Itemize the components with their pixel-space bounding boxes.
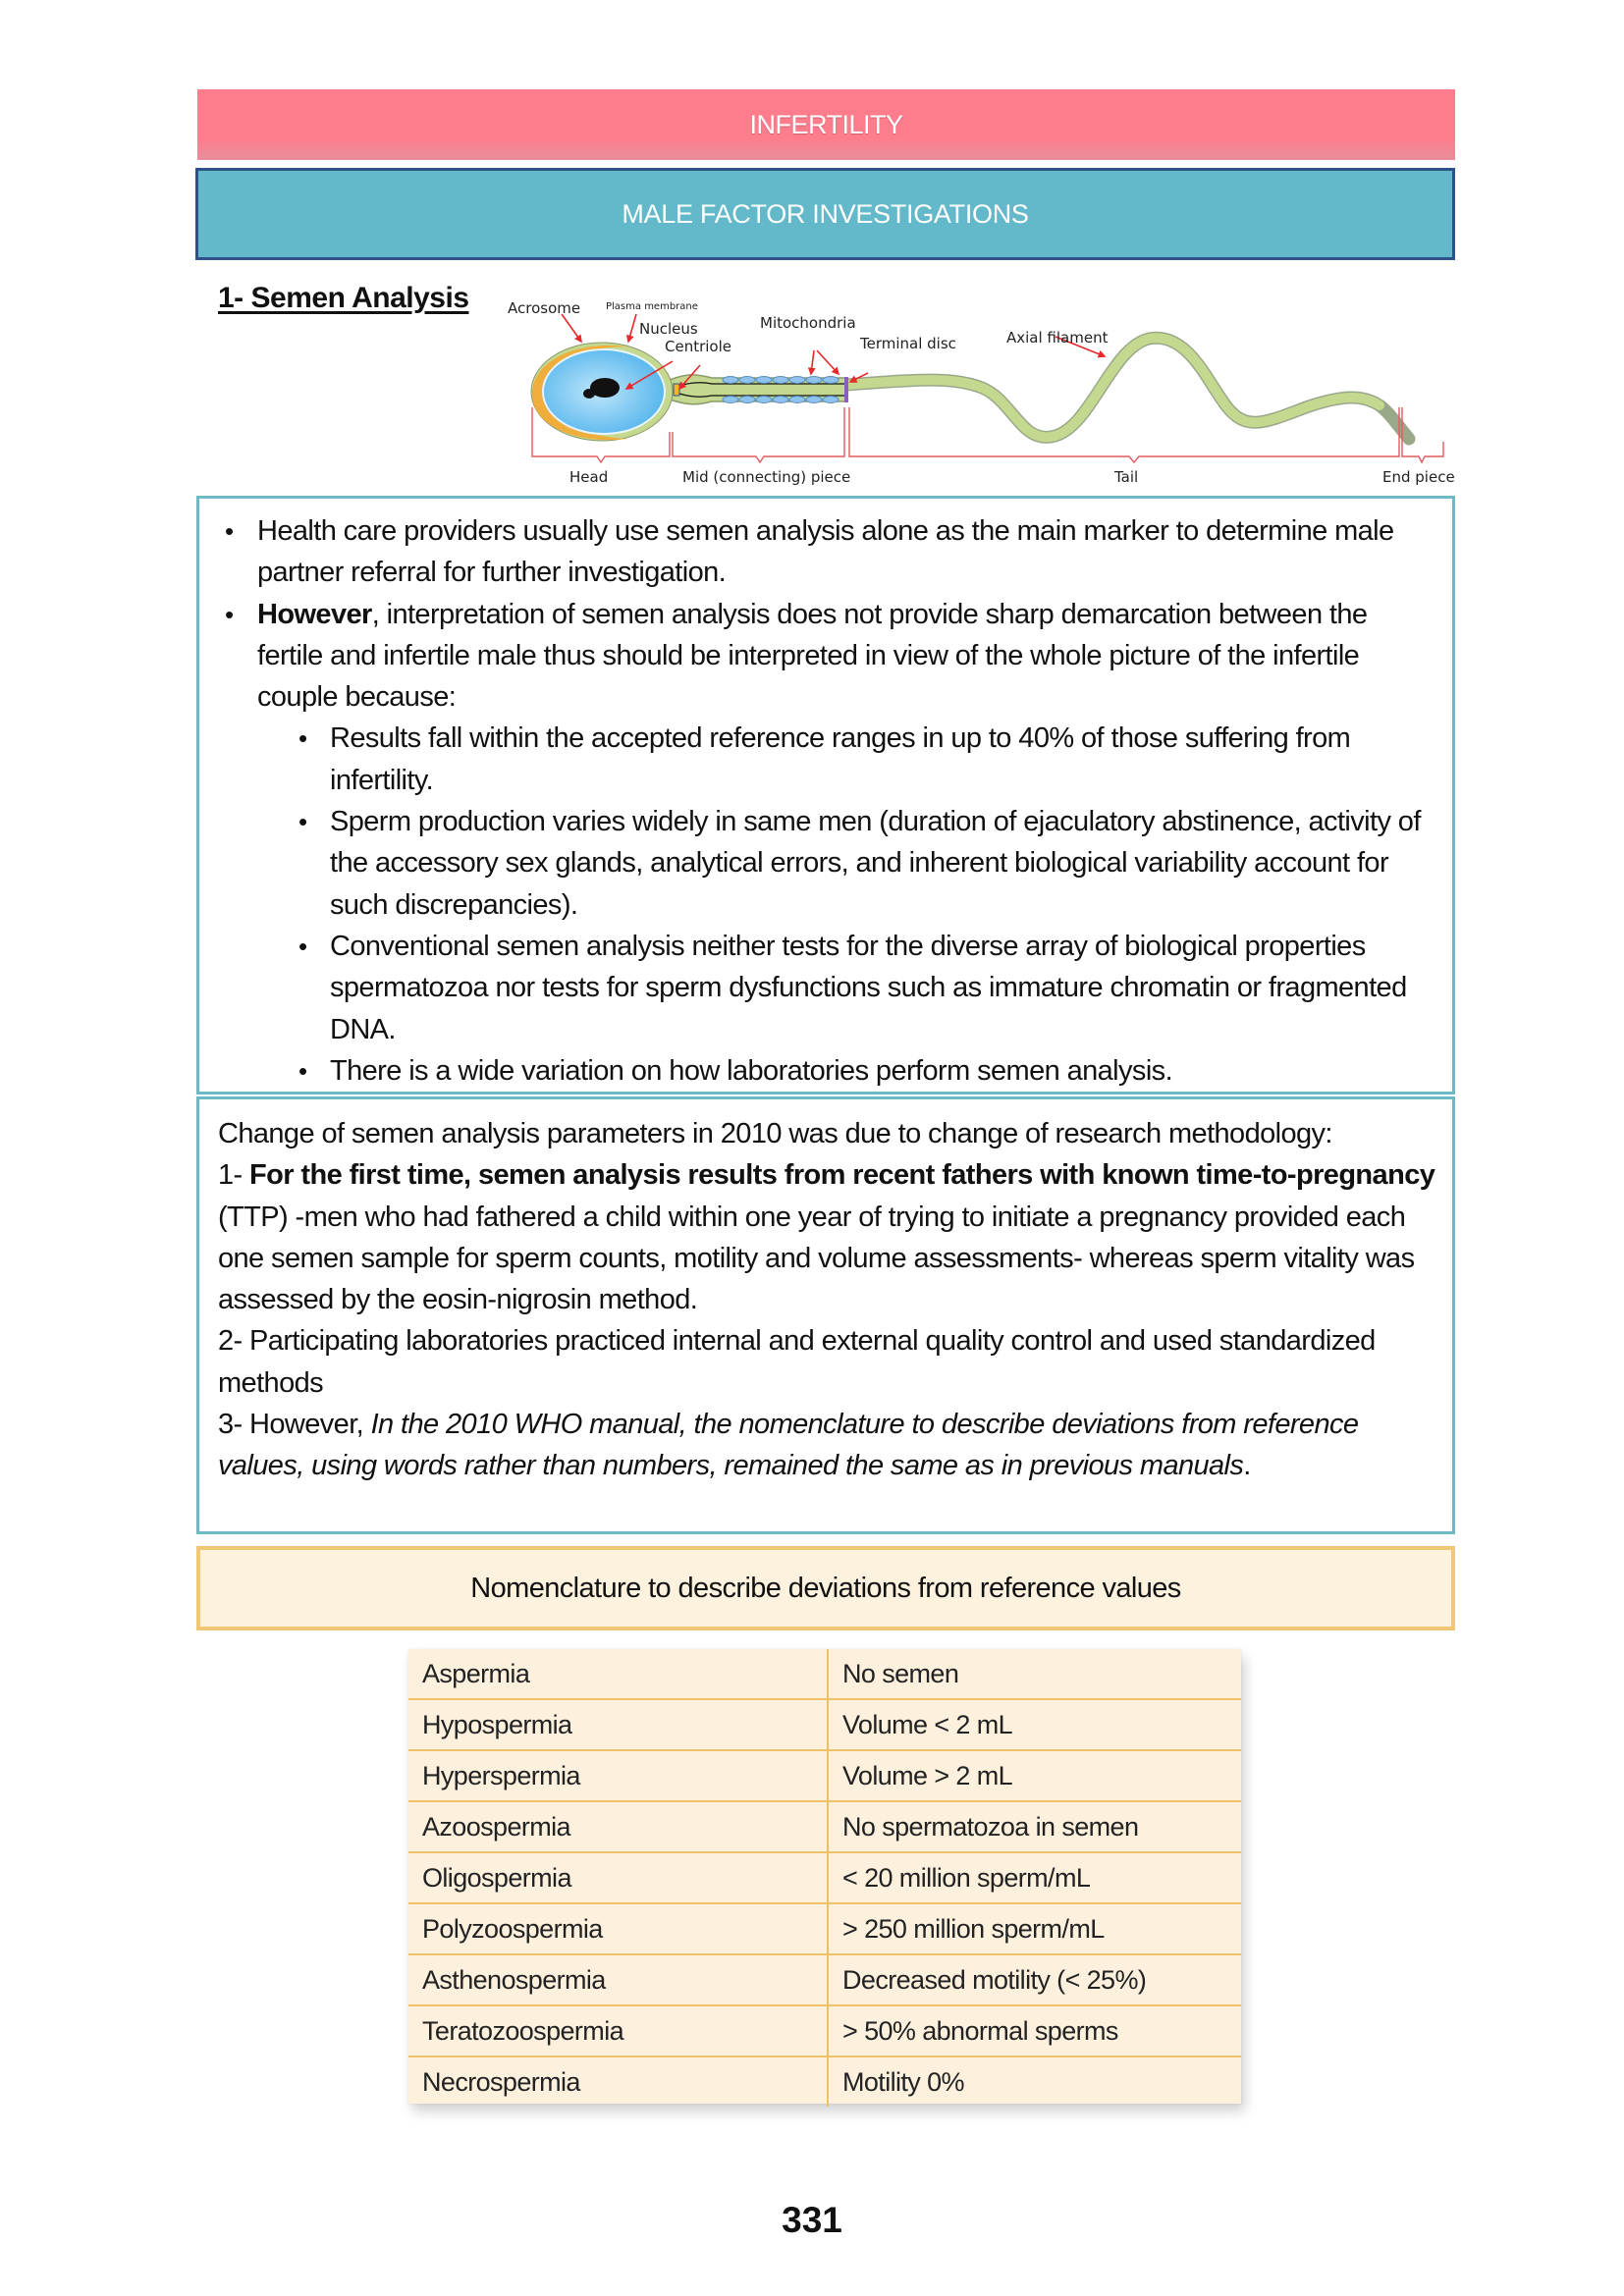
tail-shape (846, 338, 1409, 439)
table-row (408, 1801, 1241, 1852)
chapter-title: INFERTILITY (749, 109, 903, 139)
definition-cell: No spermatozoa in semen (828, 1801, 1241, 1852)
term-cell: Necrospermia (408, 2056, 828, 2107)
bullet-list (219, 510, 1435, 1092)
bullet-text: Health care providers usually use semen analysis alone as the main marker to determine male partner referral for further investigation. (257, 515, 1394, 589)
label-centriole: Centriole (665, 338, 731, 355)
methodology-point-1 (218, 1154, 1438, 1320)
definition-cell: Volume > 2 mL (828, 1750, 1241, 1801)
nomenclature-title: Nomenclature to describe deviations from reference values (470, 1572, 1181, 1604)
point-suffix: . (1243, 1450, 1251, 1482)
nomenclature-table-container (408, 1649, 1241, 2104)
methodology-box (196, 1096, 1455, 1534)
head-shape (531, 343, 673, 441)
definition-cell: < 20 million sperm/mL (828, 1852, 1241, 1903)
methodology-intro: Change of semen analysis parameters in 2010 was due to change of research methodology: (218, 1118, 1332, 1149)
subsection-heading: 1- Semen Analysis (218, 282, 469, 314)
label-end-piece: End piece (1382, 468, 1455, 486)
sub-bullet-item: • Results fall within the accepted reference ranges in up to 40% of those suffering from infertility. (257, 718, 1435, 801)
term-cell: Hypospermia (408, 1699, 828, 1750)
bullet-bold-lead: However (257, 598, 372, 630)
table-row (408, 2056, 1241, 2107)
table-row (408, 1649, 1241, 1699)
sperm-anatomy-diagram (501, 290, 1468, 491)
term-cell: Polyzoospermia (408, 1903, 828, 1954)
label-nucleus: Nucleus (639, 320, 698, 338)
table-row (408, 1852, 1241, 1903)
point-number: 1- (218, 1159, 250, 1192)
term-cell: Aspermia (408, 1649, 828, 1699)
definition-cell: > 50% abnormal sperms (828, 2005, 1241, 2056)
table-row (408, 1750, 1241, 1801)
label-tail: Tail (1114, 468, 1139, 486)
table-row (408, 1954, 1241, 2005)
section-title: MALE FACTOR INVESTIGATIONS (622, 198, 1029, 229)
interpretation-box (196, 496, 1455, 1095)
sub-bullet-item: • There is a wide variation on how laboratories perform semen analysis. (257, 1050, 1435, 1092)
nomenclature-table (408, 1649, 1241, 2107)
definition-cell: Motility 0% (842, 2066, 964, 2097)
term-cell: Azoospermia (408, 1801, 828, 1852)
point-prefix: 3- However, (218, 1409, 371, 1441)
bullet-item (219, 510, 1435, 594)
mid-piece-shape (670, 375, 848, 404)
chapter-banner (197, 89, 1455, 160)
label-plasma-membrane: Plasma membrane (606, 301, 698, 312)
label-head: Head (569, 468, 609, 486)
definition-cell: No semen (828, 1649, 1241, 1699)
definition-cell: Decreased motility (< 25%) (828, 1954, 1241, 2005)
methodology-point-2: 2- Participating laboratories practiced internal and external quality control and used standardized methods (218, 1325, 1376, 1399)
sub-bullet-list (257, 718, 1435, 1092)
point-italic-text: In the 2010 WHO manual, the nomenclature to describe deviations from reference values, using words rather than numbers, remained the same as in previous manuals (218, 1409, 1359, 1482)
table-row (408, 1699, 1241, 1750)
sub-bullet-item: • Conventional semen analysis neither tests for the diverse array of biological properties spermatozoa nor tests for sperm dysfunctions such as immature chromatin or fragmented DNA. (257, 926, 1435, 1050)
term-cell: Teratozoospermia (408, 2005, 828, 2056)
label-terminal-disc: Terminal disc (860, 335, 956, 352)
term-cell: Hyperspermia (408, 1750, 828, 1801)
label-axial-filament: Axial filament (1006, 329, 1109, 347)
bullet-text: , interpretation of semen analysis does not provide sharp demarcation between the fertile and infertile male thus should be interpreted in view of the whole picture of the infertile couple because: (257, 598, 1368, 714)
label-acrosome: Acrosome (508, 299, 581, 317)
sub-bullet-item: • Sperm production varies widely in same men (duration of ejaculatory abstinence, activity of the accessory sex glands, analytical errors, and inherent biological variability account for such discrepancies). (257, 801, 1435, 926)
nomenclature-title-box (196, 1546, 1455, 1630)
definition-cell: Volume < 2 mL (828, 1699, 1241, 1750)
term-cell: Oligospermia (408, 1852, 828, 1903)
term-cell: Asthenospermia (408, 1954, 828, 2005)
label-mid-piece: Mid (connecting) piece (682, 468, 851, 486)
methodology-point-3 (218, 1404, 1438, 1487)
table-row (408, 1903, 1241, 1954)
point-bold-text: For the first time, semen analysis results from recent fathers with known time-to-pregnancy (249, 1159, 1435, 1192)
table-row (408, 2005, 1241, 2056)
section-banner (195, 168, 1455, 260)
point-text: (TTP) -men who had fathered a child within one year of trying to initiate a pregnancy provided each one semen sample for sperm counts, motility and volume assessments- whereas sperm vitality was assessed by the eosin-nigrosin method. (218, 1201, 1415, 1316)
page-number: 331 (782, 2200, 842, 2240)
label-mitochondria: Mitochondria (760, 314, 856, 332)
region-brackets (532, 407, 1443, 462)
bullet-item (219, 594, 1435, 1093)
definition-cell: > 250 million sperm/mL (828, 1903, 1241, 1954)
